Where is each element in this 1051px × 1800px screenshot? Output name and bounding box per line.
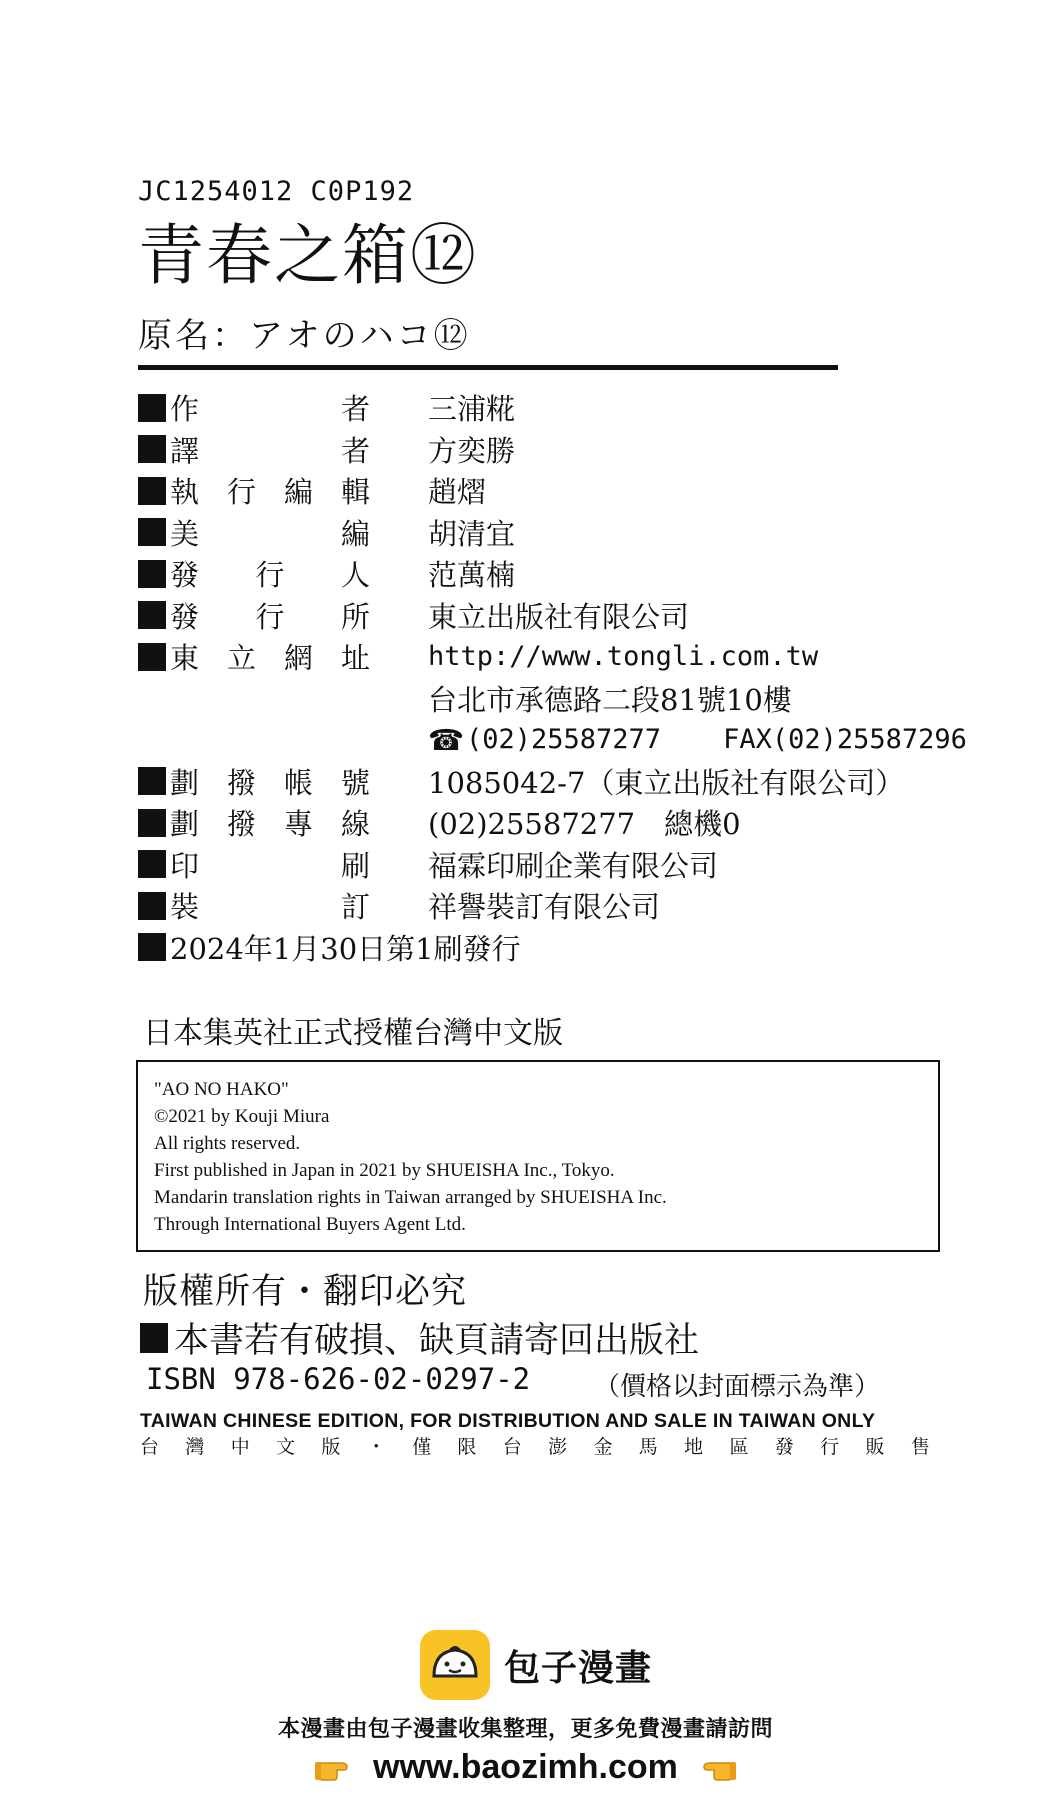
credit-label: 劃 撥 專 線: [170, 807, 370, 842]
print-date: 2024年1月30日第1刷發行: [170, 931, 521, 966]
credit-label: 發 行 所: [170, 599, 370, 634]
title-divider: [138, 365, 838, 370]
edition-char: 馬: [638, 1436, 658, 1458]
bullet-square-icon: [138, 933, 166, 961]
edition-char: 金: [593, 1436, 613, 1458]
edition-char: 澎: [548, 1436, 568, 1458]
book-code: JC1254012 C0P192: [138, 176, 415, 207]
credit-row-art-editor: [138, 512, 958, 554]
credit-label: 印 刷: [170, 848, 370, 883]
brand-watermark: [420, 1630, 652, 1700]
bullet-square-icon: [138, 767, 166, 795]
copyright-line: All rights reserved.: [154, 1133, 301, 1154]
credit-value: 福霖印刷企業有限公司: [428, 848, 719, 883]
book-title: 青春之箱⑫: [138, 217, 478, 294]
credit-value: 胡清宜: [428, 516, 516, 551]
pointing-hand-icon: [696, 1753, 736, 1783]
credit-row-publisher-person: [138, 553, 958, 595]
edition-char: 台: [502, 1436, 522, 1458]
bullet-square-icon: [138, 435, 166, 463]
bullet-square-icon: [138, 643, 166, 671]
copyright-line: First published in Japan in 2021 by SHUEISHA Inc., Tokyo.: [154, 1160, 615, 1181]
bullet-square-icon: [140, 1323, 168, 1353]
credit-row-printer: [138, 844, 958, 886]
credit-value: 范萬楠: [428, 558, 516, 593]
credit-value: 1085042-7（東立出版社有限公司）: [428, 765, 905, 800]
credit-row-publisher: [138, 595, 958, 637]
credit-label: 執 行 編 輯: [170, 475, 370, 510]
credit-row-translator: [138, 429, 958, 471]
credits-list: [138, 387, 967, 968]
edition-char: 台: [140, 1436, 160, 1458]
credit-row-postal-account: [138, 761, 958, 803]
print-date-row: [138, 927, 958, 969]
collect-text: 本漫畫由包子漫畫收集整理，更多免費漫畫請訪問: [277, 1717, 773, 1742]
edition-char: 僅: [412, 1436, 432, 1458]
edition-char: 中: [230, 1436, 250, 1458]
credit-label: 作 者: [170, 392, 370, 427]
edition-notice-zh: [140, 1432, 930, 1459]
credit-row-editor: [138, 470, 958, 512]
edition-char: 文: [276, 1436, 296, 1458]
credit-value: 東立出版社有限公司: [428, 599, 690, 634]
credit-value: 趙熠: [428, 475, 487, 510]
site-url-link[interactable]: www.baozimh.com: [373, 1748, 678, 1786]
edition-notice-en: TAIWAN CHINESE EDITION, FOR DISTRIBUTION AND SALE IN TAIWAN ONLY: [140, 1410, 876, 1432]
credit-label: 劃 撥 帳 號: [170, 765, 370, 800]
edition-char: 限: [457, 1436, 477, 1458]
original-title: 原名：アオのハコ⑫: [138, 316, 471, 356]
edition-char: 地: [684, 1436, 704, 1458]
copyright-line: Mandarin translation rights in Taiwan arranged by SHUEISHA Inc.: [154, 1187, 667, 1208]
authorization-note: 日本集英社正式授權台灣中文版: [143, 1016, 563, 1051]
credit-value: 祥譽裝訂有限公司: [428, 890, 661, 925]
edition-char: 區: [729, 1436, 749, 1458]
bullet-square-icon: [138, 809, 166, 837]
rights-reserved: 版權所有・翻印必究: [143, 1272, 468, 1312]
credit-value: 方奕勝: [428, 433, 516, 468]
edition-char: ・: [366, 1436, 386, 1458]
edition-char: 版: [321, 1436, 341, 1458]
brand-name: 包子漫畫: [504, 1647, 653, 1689]
pointing-hand-icon: [315, 1753, 355, 1783]
edition-char: 灣: [185, 1436, 205, 1458]
bullet-square-icon: [138, 477, 166, 505]
isbn: ISBN 978-626-02-0297-2: [146, 1362, 531, 1396]
credit-label: 東 立 網 址: [170, 641, 370, 676]
credit-label: 發 行 人: [170, 558, 370, 593]
price-note: （價格以封面標示為準）: [594, 1372, 881, 1402]
bullet-square-icon: [138, 892, 166, 920]
copyright-line: "AO NO HAKO": [154, 1079, 289, 1100]
bullet-square-icon: [138, 850, 166, 878]
credit-row-postal-line: [138, 802, 958, 844]
baozi-logo-icon: [420, 1630, 490, 1700]
bullet-square-icon: [138, 394, 166, 422]
address-text: 台北市承德路二段81號10樓: [428, 682, 792, 717]
edition-char: 售: [910, 1436, 930, 1458]
phone-fax-row: [138, 719, 967, 761]
damage-notice: [140, 1313, 699, 1363]
credit-label: 美 編: [170, 516, 370, 551]
credit-value: (02)25587277 總機0: [428, 807, 741, 842]
credit-label: 譯 者: [170, 433, 370, 468]
copyright-line: ©2021 by Kouji Miura: [154, 1106, 330, 1127]
bullet-square-icon: [138, 560, 166, 588]
damage-notice-text: 本書若有破損、缺頁請寄回出版社: [174, 1321, 700, 1361]
credit-row-author: [138, 387, 958, 429]
website-link[interactable]: http://www.tongli.com.tw: [428, 641, 819, 673]
phone-icon: ☎: [428, 722, 465, 757]
bullet-square-icon: [138, 518, 166, 546]
phone-number: (02)25587277: [466, 724, 662, 756]
site-row: [0, 1748, 1051, 1787]
bullet-square-icon: [138, 601, 166, 629]
fax-number: FAX(02)25587296: [723, 724, 967, 756]
credit-label: 裝 訂: [170, 890, 370, 925]
copyright-box: [136, 1060, 940, 1252]
credit-row-website: [138, 636, 958, 678]
edition-char: 發: [774, 1436, 794, 1458]
edition-char: 行: [820, 1436, 840, 1458]
address-row: [138, 678, 958, 720]
credit-value: 三浦糀: [428, 392, 516, 427]
credit-row-binding: [138, 885, 958, 927]
edition-char: 販: [865, 1436, 885, 1458]
copyright-line: Through International Buyers Agent Ltd.: [154, 1214, 466, 1235]
